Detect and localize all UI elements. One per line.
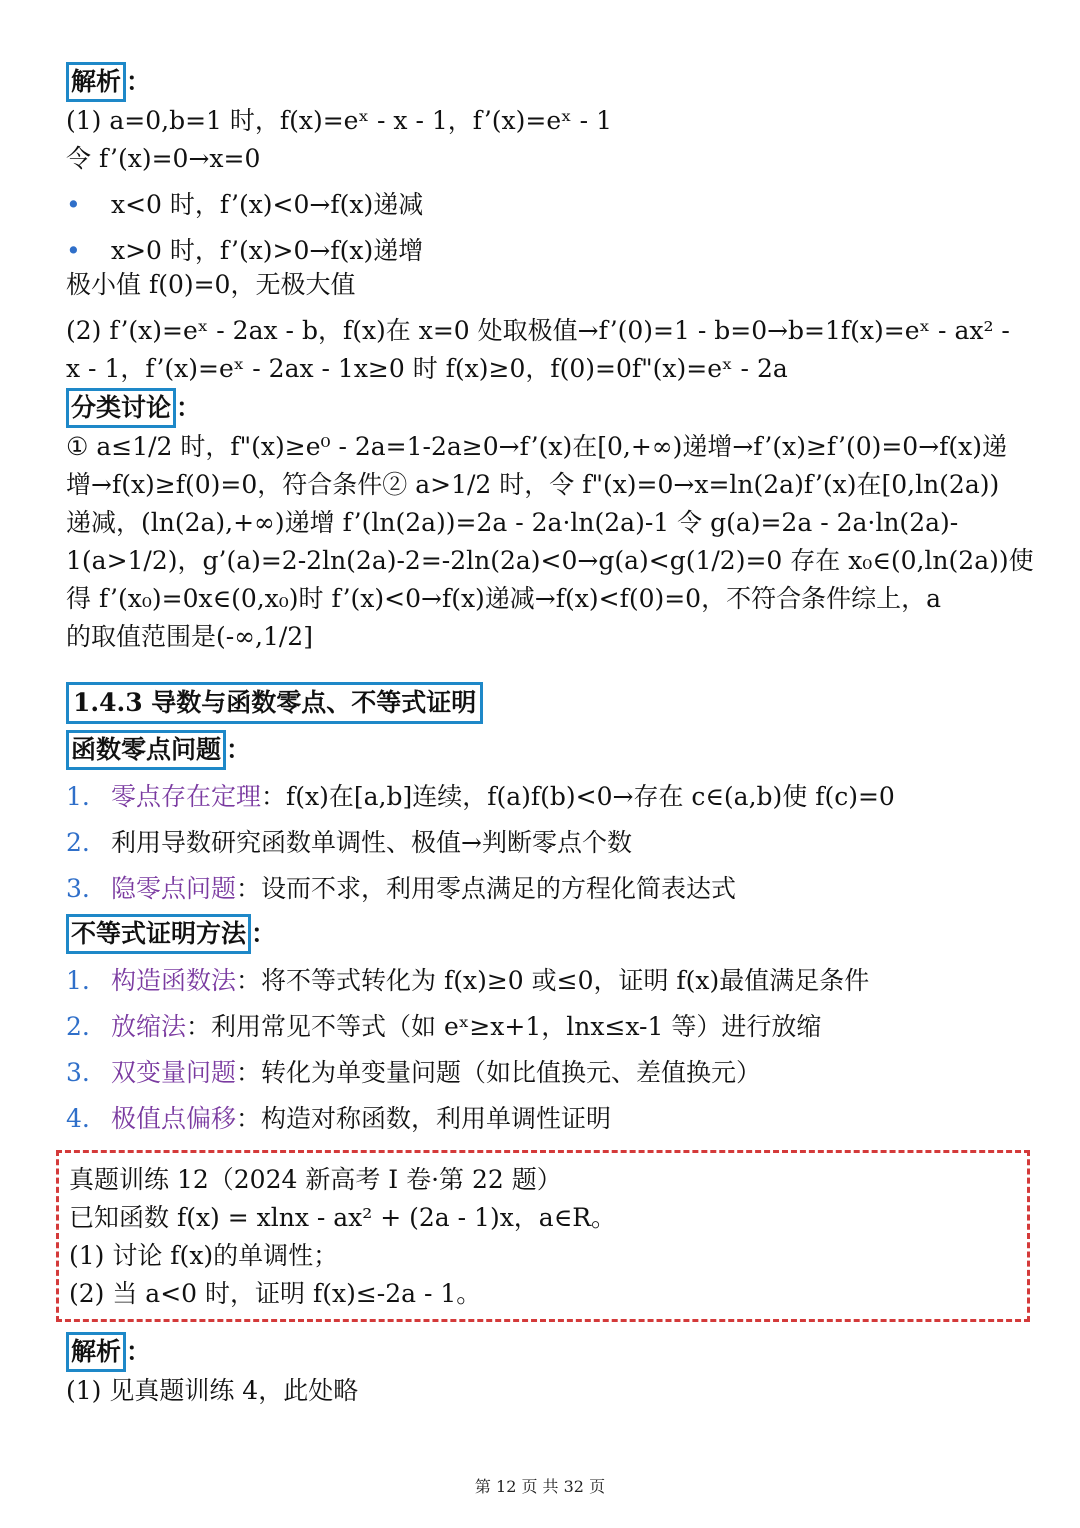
part1-line3: 极小值 f(0)=0，无极大值 xyxy=(66,270,356,299)
zero-label: 函数零点问题 xyxy=(66,730,226,770)
exercise-q1: (1) 讨论 f(x)的单调性； xyxy=(69,1241,339,1270)
item-text: 利用导数研究函数单调性、极值→判断零点个数 xyxy=(111,828,632,857)
term: 极值点偏移 xyxy=(111,1104,237,1133)
list-number: 4. xyxy=(66,1104,90,1133)
list-item xyxy=(66,824,1016,862)
analysis2-label: 解析 xyxy=(66,1332,126,1372)
zero-heading xyxy=(66,730,1016,770)
list-item xyxy=(66,1100,1016,1138)
analysis2-line: (1) 见真题训练 4，此处略 xyxy=(66,1376,359,1405)
list-number: 3. xyxy=(66,1058,90,1087)
list-number: 3. xyxy=(66,874,90,903)
list-number: 1. xyxy=(66,782,90,811)
colon: ： xyxy=(176,393,202,422)
exercise-q2: (2) 当 a<0 时，证明 f(x)≤-2a - 1。 xyxy=(69,1279,482,1308)
item-text: ：转化为单变量问题（如比值换元、差值换元） xyxy=(236,1058,762,1087)
term: 构造函数法 xyxy=(111,966,237,995)
part1-line2: 令 f’(x)=0→x=0 xyxy=(66,144,261,173)
term: 零点存在定理 xyxy=(111,782,262,811)
exercise-box xyxy=(56,1150,1030,1322)
list-number: 2. xyxy=(66,1012,90,1041)
item-text: ：构造对称函数，利用单调性证明 xyxy=(236,1104,612,1133)
bullet-text: x<0 时，f’(x)<0→f(x)递减 xyxy=(111,190,424,219)
colon: ： xyxy=(126,1337,152,1366)
list-number: 1. xyxy=(66,966,90,995)
bullet-text: x>0 时，f’(x)>0→f(x)递增 xyxy=(111,236,424,265)
list-item xyxy=(66,870,1016,908)
part2-line2: x - 1，f’(x)=eˣ - 2ax - 1x≥0 时 f(x)≥0，f(0)=0f"(x)=eˣ - 2a xyxy=(66,354,788,383)
list-item xyxy=(66,962,1016,1000)
page-content xyxy=(66,62,1034,1410)
analysis2-heading xyxy=(66,1332,1016,1372)
item-text: ：利用常见不等式（如 eˣ≥x+1，lnx≤x-1 等）进行放缩 xyxy=(186,1012,822,1041)
term: 放缩法 xyxy=(111,1012,187,1041)
item-text: ：设而不求，利用零点满足的方程化简表达式 xyxy=(236,874,737,903)
exercise-given: 已知函数 f(x) = xlnx - ax² + (2a - 1)x，a∈R。 xyxy=(69,1203,617,1232)
list-item xyxy=(66,1008,1016,1046)
part1-line1: (1) a=0,b=1 时，f(x)=eˣ - x - 1，f’(x)=eˣ - 1 xyxy=(66,106,612,135)
term: 隐零点问题 xyxy=(111,874,237,903)
classify-line: 的取值范围是(-∞,1/2] xyxy=(66,622,313,651)
colon: ： xyxy=(226,735,252,764)
page-footer: 第 12 页 共 32 页 xyxy=(474,1477,606,1496)
colon: ： xyxy=(251,919,277,948)
classify-line: 增→f(x)≥f(0)=0，符合条件② a>1/2 时，令 f"(x)=0→x=ln(2a)f’(x)在[0,ln(2a)) xyxy=(66,470,1000,499)
item-text: ：f(x)在[a,b]连续，f(a)f(b)<0→存在 c∈(a,b)使 f(c)=0 xyxy=(261,782,895,811)
bullet-icon: • xyxy=(66,236,81,265)
classify-line: 1(a>1/2)，g’(a)=2-2ln(2a)-2=-2ln(2a)<0→g(a)<g(1/2)=0 存在 x₀∈(0,ln(2a))使 xyxy=(66,546,1034,575)
list-item xyxy=(66,1054,1016,1092)
classify-line: 得 f’(x₀)=0x∈(0,x₀)时 f’(x)<0→f(x)递减→f(x)<f(0)=0，不符合条件综上，a xyxy=(66,584,941,613)
term: 双变量问题 xyxy=(111,1058,237,1087)
list-item xyxy=(66,778,1016,816)
ineq-heading xyxy=(66,914,1016,954)
classify-label: 分类讨论 xyxy=(66,388,176,428)
list-number: 2. xyxy=(66,828,90,857)
exercise-title: 真题训练 12（2024 新高考 I 卷·第 22 题） xyxy=(69,1165,562,1194)
part2-line1: (2) f’(x)=eˣ - 2ax - b，f(x)在 x=0 处取极值→f’(0)=1 - b=0→b=1f(x)=eˣ - ax² - xyxy=(66,316,1010,345)
bullet-item xyxy=(66,186,1016,224)
analysis-label: 解析 xyxy=(66,62,126,102)
classify-line: ① a≤1/2 时，f"(x)≥e⁰ - 2a=1-2a≥0→f’(x)在[0,+∞)递增→f’(x)≥f’(0)=0→f(x)递 xyxy=(66,432,1008,461)
section-title: 1.4.3 导数与函数零点、不等式证明 xyxy=(66,682,483,724)
ineq-label: 不等式证明方法 xyxy=(66,914,251,954)
bullet-item xyxy=(66,232,1016,270)
item-text: ：将不等式转化为 f(x)≥0 或≤0，证明 f(x)最值满足条件 xyxy=(236,966,870,995)
classify-line: 递减，(ln(2a),+∞)递增 f’(ln(2a))=2a - 2a·ln(2a)-1 令 g(a)=2a - 2a·ln(2a)- xyxy=(66,508,959,537)
bullet-icon: • xyxy=(66,190,81,219)
colon: ： xyxy=(126,67,152,96)
analysis-heading xyxy=(66,62,1016,102)
classify-heading xyxy=(66,388,1016,428)
